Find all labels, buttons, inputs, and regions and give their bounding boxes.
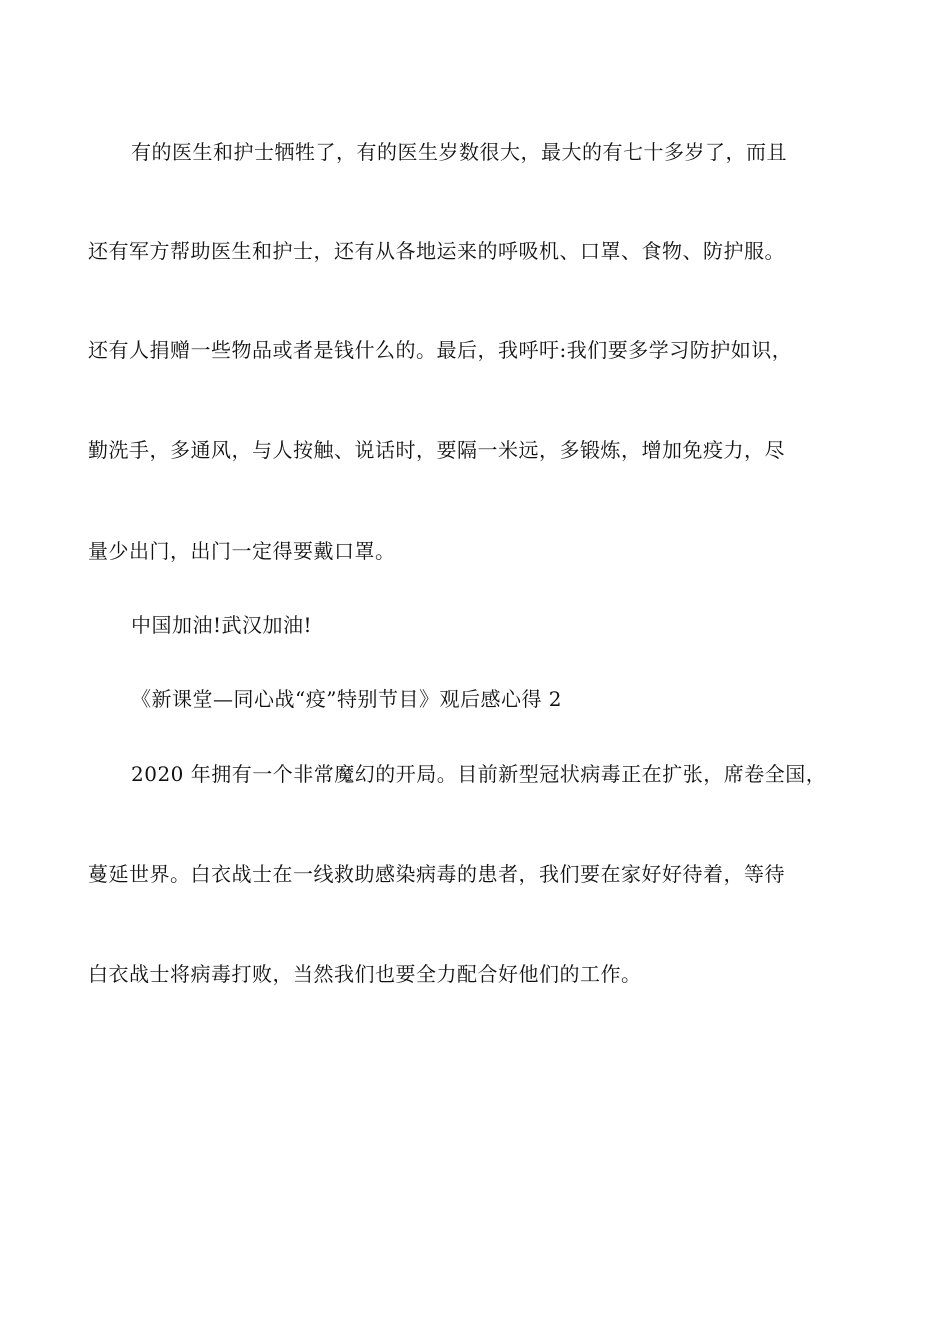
paragraph-2-line-2: 蔓延世界。白衣战士在一线救助感染病毒的患者，我们要在家好好待着，等待 — [88, 862, 785, 886]
paragraph-2-line-3: 白衣战士将病毒打败，当然我们也要全力配合好他们的工作。 — [88, 962, 642, 986]
paragraph-1-line-4: 勤洗手，多通风，与人按触、说话时，要隔一米远，多锻炼，增加免疫力，尽 — [88, 438, 785, 462]
paragraph-1-line-2: 还有军方帮助医生和护士，还有从各地运来的呼吸机、口罩、食物、防护服。 — [88, 239, 785, 263]
paragraph-2-line-1: 2020 年拥有一个非常魔幻的开局。目前新型冠状病毒正在扩张，席卷全国， — [131, 762, 827, 786]
slogan: 中国加油!武汉加油! — [131, 613, 313, 637]
paragraph-1-line-1: 有的医生和护士牺牲了，有的医生岁数很大，最大的有七十多岁了，而且 — [131, 140, 787, 164]
paragraph-1-line-5: 量少出门，出门一定得要戴口罩。 — [88, 539, 396, 563]
section-title: 《新课堂—同心战“疫”特别节目》观后感心得 2 — [131, 687, 563, 711]
paragraph-1-line-3: 还有人捐赠一些物品或者是钱什么的。最后，我呼吁:我们要多学习防护如识， — [88, 338, 793, 362]
